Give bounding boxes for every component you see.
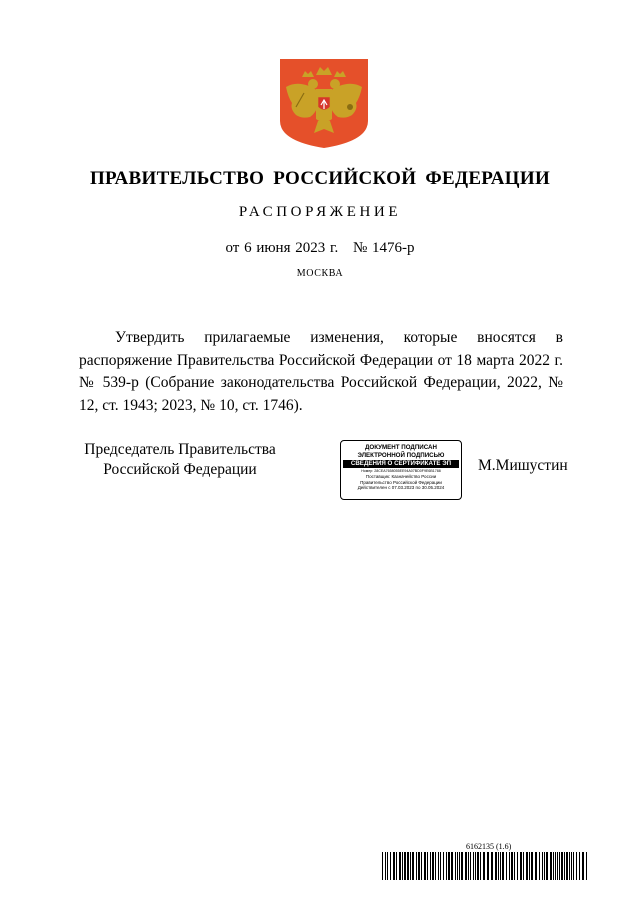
- electronic-signature-stamp: [340, 440, 462, 500]
- stamp-line1: ДОКУМЕНТ ПОДПИСАН: [365, 444, 437, 451]
- barcode-number: 6162135 (1.6): [466, 842, 512, 851]
- stamp-owner: Правительство Российской Федерации: [360, 479, 442, 485]
- order-paragraph: Утвердить прилагаемые изменения, которые вносятся в распоряжение Правительства Российской Федерации от 18 марта 2022 г. № 539-р (Собрание законодательства Российской Федерации, 2022, № 12, ст. 1943; 2023, № 10, ст. 1746).: [79, 329, 563, 414]
- stamp-certificate-number: Номер: 28CEA7658055EE94A07BD0F9E6B1788: [361, 469, 441, 473]
- government-title: ПРАВИТЕЛЬСТВО РОССИЙСКОЙ ФЕДЕРАЦИИ: [89, 168, 551, 189]
- stamp-validity: Действителен с 07.03.2023 по 30.05.2024: [357, 485, 445, 491]
- document-date-line: [0, 240, 640, 257]
- document-date: от 6 июня 2023 г.: [225, 240, 339, 256]
- coat-of-arms-icon: [278, 57, 370, 149]
- stamp-certificate-header: СВЕДЕНИЯ О СЕРТИФИКАТЕ ЭП: [343, 460, 459, 468]
- barcode-icon: [382, 852, 590, 880]
- stamp-line2: ЭЛЕКТРОННОЙ ПОДПИСЬЮ: [357, 451, 445, 459]
- document-type: РАСПОРЯЖЕНИЕ: [238, 204, 402, 220]
- signer-position: [70, 440, 290, 480]
- signer-position-line1: Председатель Правительства: [84, 441, 276, 458]
- order-text: [79, 327, 563, 417]
- signer-position-line2: Российской Федерации: [103, 461, 257, 478]
- document-number: № 1476-р: [352, 240, 415, 256]
- stamp-supplier: Поставщик: Казначейство России: [365, 474, 437, 479]
- city-name: МОСКВА: [296, 268, 344, 279]
- signer-name: М.Мишустин: [478, 457, 568, 474]
